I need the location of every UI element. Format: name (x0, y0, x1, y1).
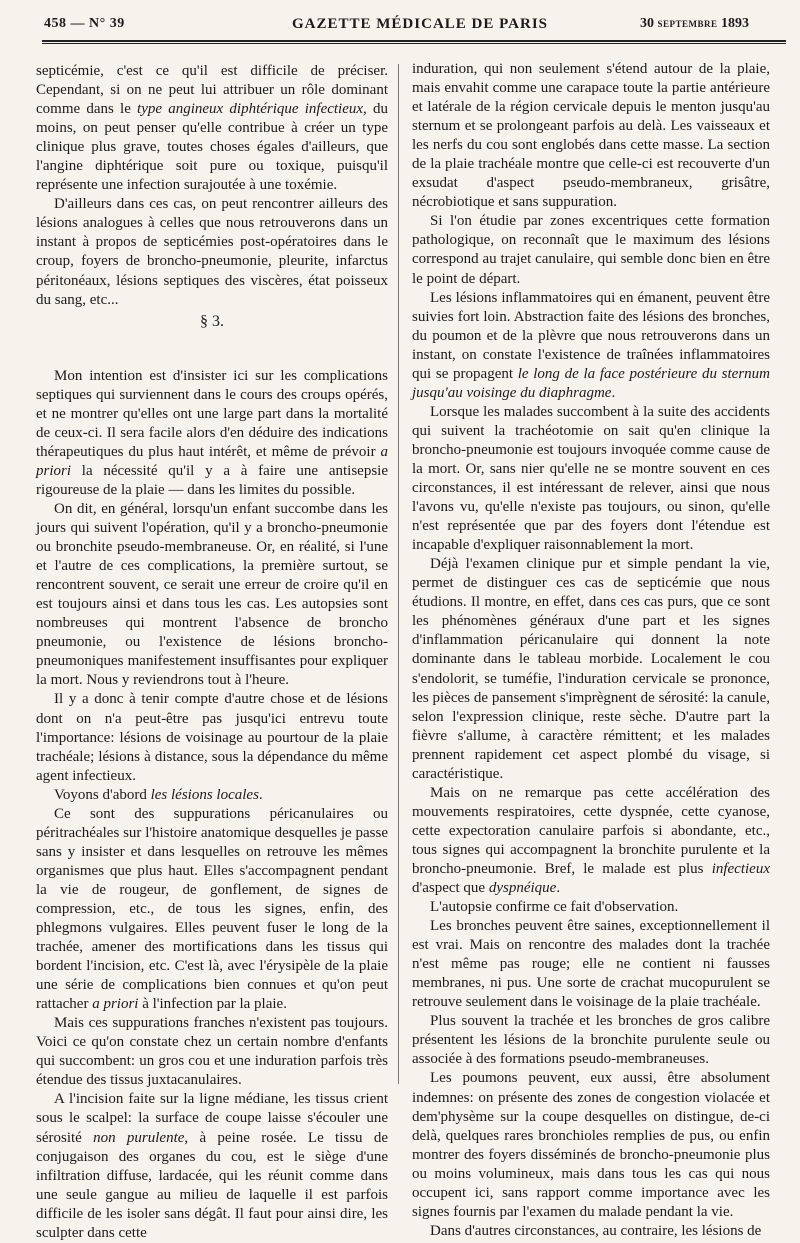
text-run: Déjà l'examen clinique pur et simple pendant la vie, permet de distinguer ces cas de septicémie que nous étudions. Il montre, en effet, dans ces cas purs, que ce sont les phénomènes généraux d'une part et les signes d'inflammation péricanulaire qui donnent la note dominante dans le tableau morbide. Localement le cou s'endolorit, se tuméfie, l'induration cervicale se prononce, les pièces de pansement s'imprègnent de sérosité: la canule, selon l'expression clinique, reste sèche. D'autre part la fièvre s'allume, à caractère rémittent; et les malades prennent rapidement cet aspect plombé du visage, si caractéristique. (412, 556, 770, 782)
paragraph (36, 1090, 388, 1242)
text-run: induration, qui non seulement s'étend autour de la plaie, mais envahit comme une carapace toute la partie antérieure et latérale de la région cervicale depuis le menton jusqu'au sternum et se prolongeant parfois au delà. Les vaisseaux et les nerfs du cou sont englobés dans cette masse. La section de la plaie trachéale montre que celle-ci est recouverte d'un exsudat d'aspect pseudo-membraneux, grisâtre, nécrobiotique et sans suppuration. (412, 61, 770, 211)
italic-text: dyspnéique (488, 880, 557, 897)
paragraph (412, 60, 770, 212)
paragraph (412, 1012, 770, 1069)
paragraph (412, 1069, 770, 1221)
text-run: D'ailleurs dans ces cas, on peut rencontrer ailleurs des lésions analogues à celles que nous retrouverons dans un instant à propos de septicémies post-opératoires dans le croup, foyers de broncho-pneumonie, pleurite, infarctus péritonéaux, lésions septiques des viscères, état poisseux du sang, etc... (36, 196, 388, 308)
paragraph (412, 403, 770, 555)
paragraph (412, 1222, 770, 1241)
text-run: Les bronches peuvent être saines, exceptionnellement il est vrai. Mais on rencontre des malades dont la trachée n'est même pas rouge; elle ne contient ni fausses membranes, ni pus. Une sorte de crachat mucopurulent se retrouve seulement dans le voisinage de la plaie trachéale. (412, 918, 770, 1011)
italic-text: infectieux (711, 860, 770, 877)
text-run: Mon intention est d'insister ici sur les complications septiques qui surviennent dans le cours des croups opérés, et ne montrer qu'elles ont une large part dans la mortalité de ceux-ci. Il sera facile alors d'en déduire des indications thérapeutiques du plus haut intérêt, et même de prévoir (36, 367, 388, 460)
paragraph (36, 786, 388, 805)
italic-text: a priori (92, 996, 139, 1013)
text-run: septicémie, c'est ce qu'il est difficile de préciser. Cependant, si on ne peut lui attribuer un rôle dominant comme dans le (36, 63, 388, 118)
paragraph (36, 500, 388, 690)
paragraph (412, 784, 770, 898)
section-heading: § 3. (200, 312, 224, 330)
text-run: Ce sont des suppurations péricanulaires ou péritrachéales sur l'histoire anatomique desquelles je passe sans y insister et dans lesquelles on retrouve les mêmes organismes que plus haut. Elles s'accompagnent pendant la vie de rougeur, de gonflement, de signes de compression, etc., de tous les signes, enfin, des phlegmons vulgaires. Elles peuvent fuser le long de la trachée, amener des mortifications dans les tissus qui bordent l'incision, etc. C'est là, avec l'érysipèle de la plaie une série de complications bien connues et qu'on peut rattacher (36, 805, 388, 1013)
italic-text: les lésions locales (150, 786, 259, 803)
issue-date-month: SEPTEMBRE (657, 19, 718, 29)
text-run: la nécessité qu'il y a à faire une antisepsie rigoureuse de la plaie — dans les limites du possible. (36, 462, 388, 498)
italic-text: type angineux diphtérique infectieux (137, 101, 364, 118)
italic-text: non purulente (93, 1129, 185, 1146)
text-run: L'autopsie confirme ce fait d'observation. (430, 899, 679, 916)
header-rule-thin (42, 43, 786, 44)
issue-date (640, 16, 749, 32)
text-run: Les poumons peuvent, eux aussi, être absolument indemnes: on présente des zones de congestion violacée et dem'physème sur la coupe desquelles on distingue, de-ci delà, quelques rares bronchioles remplies de pus, ou enfin montrer des foyers disséminés de broncho-pneumonie plus ou moins volumineux, mais dans tous les cas qui nous occupent ici, sans rapport comme importance avec les signes fournis par l'examen du malade pendant la vie. (412, 1070, 770, 1220)
italic-text: a priori (36, 443, 388, 479)
text-run: Voyons d'abord (54, 786, 151, 803)
paragraph (36, 195, 388, 309)
paragraph (36, 62, 388, 195)
text-run: Il y a donc à tenir compte d'autre chose et de lésions dont on n'a peut-être pas jusqu'ici entrevu toute l'importance: lésions de voisinage au pourtour de la plaie trachéale; lésions à distance, sous la dépendance du même agent infectieux. (36, 691, 388, 784)
right-column (412, 60, 770, 1241)
header-rule (42, 40, 786, 42)
text-run: Si l'on étudie par zones excentriques cette formation pathologique, on reconnaît que le maximum des lésions correspond au trajet canulaire, qui semble donc bien en être le point de départ. (412, 213, 770, 287)
paragraph (412, 555, 770, 784)
text-run: , à peine rosée. Le tissu de conjugaison des organes du cou, est le siège d'une infiltration diffuse, lardacée, qui les réunit comme dans une seule gangue au milieu de laquelle il est parfois difficile de les isoler sans dégât. Il faut pour ainsi dire, les sculpter dans cette (36, 1129, 388, 1241)
column-divider (398, 64, 399, 1084)
text-run: . (556, 880, 561, 897)
text-run: Plus souvent la trachée et les bronches de gros calibre présentent les lésions de la bronchite purulente seule ou associée à des formations pseudo-membraneuses. (412, 1013, 770, 1068)
italic-text: le long de la face postérieure du sternum jusqu'au voisinge du diaphragme (412, 365, 770, 401)
text-run: . (258, 786, 263, 803)
text-run: Mais ces suppurations franches n'existent pas toujours. Voici ce qu'on constate chez un certain nombre d'enfants qui succombent: un gros cou et une induration parfois très étendue des tissus juxtacanulaires. (36, 1015, 388, 1089)
paragraph (412, 917, 770, 1012)
paragraph (36, 690, 388, 785)
page-header (0, 0, 800, 44)
issue-date-day: 30 (640, 16, 654, 31)
paragraph (412, 212, 770, 288)
text-run: Dans d'autres circonstances, au contraire, les lésions de (430, 1222, 762, 1239)
text-run: Les lésions inflammatoires qui en émanent, peuvent être suivies fort loin. Abstraction faite des lésions des bronches, du poumon et de la plèvre que nous retrouverons dans un instant, on constate l'existence de traînées inflammatoires qui se propagent (412, 289, 770, 382)
paragraph (36, 805, 388, 1015)
text-run: Mais on ne remarque pas cette accélération des mouvements respiratoires, cette dyspnée, cette cyanose, cette expectoration canulaire parfois si abondante, etc., tous signes qui accompagnent la bronchite purulente et la broncho-pneumonie. Bref, le malade est plus (412, 784, 770, 877)
paragraph (412, 898, 770, 917)
text-run: . (611, 384, 616, 401)
page-number: 458 — N° 39 (44, 16, 125, 31)
paragraph (36, 1014, 388, 1090)
paragraph (36, 367, 388, 500)
text-run: à l'infection par la plaie. (138, 996, 287, 1013)
journal-title: GAZETTE MÉDICALE DE PARIS (292, 16, 549, 32)
text-run: , du moins, on peut penser qu'elle contribue à créer un type clinique plus grave, toutes choses égales d'ailleurs, que l'angine diphtérique soit pure ou toxique, puisqu'il représente une infection surajoutée à une toxémie. (36, 101, 388, 194)
left-column (36, 62, 388, 1243)
issue-date-year: 1893 (721, 16, 750, 31)
paragraph (412, 289, 770, 403)
text-run: A l'incision faite sur la ligne médiane, les tissus crient sous le scalpel: la surface de coupe laisse s'écouler une sérosité (36, 1091, 388, 1146)
text-run: On dit, en général, lorsqu'un enfant succombe dans les jours qui suivent l'opération, qu'il y a broncho-pneumonie ou bronchite pseudo-membraneuse. Or, en réalité, si l'une et l'autre de ces complications, la première surtout, se rencontrent souvent, ce serait une erreur de croire qu'il en est toujours ainsi et dans tous les cas. Les autopsies sont nombreuses qui montrent l'absence de broncho pneumonie, ou l'existence de lésions broncho-pneumoniques manifestement insuffisantes pour expliquer la mort. Nous y reviendrons tout à l'heure. (36, 500, 388, 689)
text-run: d'aspect que (412, 880, 489, 897)
text-run: Lorsque les malades succombent à la suite des accidents qui suivent la trachéotomie on sait qu'en clinique la broncho-pneumonie est toujours invoquée comme cause de la mort. Or, sans nier qu'elle ne se montre souvent en ces circonstances, il est intéressant de relever, ainsi que nous l'avons vu, qu'elle n'existe pas toujours, ou sinon, qu'elle n'est représentée que par des foyers dont l'étendue est incapable d'expliquer raisonnablement la mort. (412, 403, 770, 554)
